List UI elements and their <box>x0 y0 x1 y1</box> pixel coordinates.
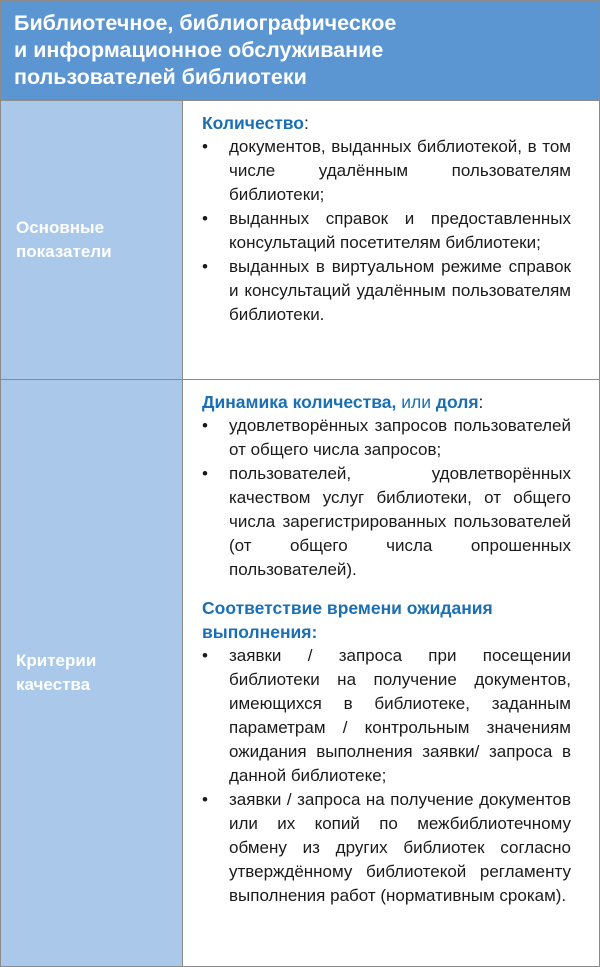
section-heading-colon: : <box>478 392 484 412</box>
header-line: и информационное обслуживание <box>14 38 384 62</box>
section-heading <box>202 111 571 135</box>
section-heading <box>202 390 571 414</box>
section-heading-text: Динамика количества, <box>202 392 397 412</box>
bullet-icon: • <box>202 416 208 435</box>
bullet-icon: • <box>202 790 208 809</box>
section-gap <box>202 582 571 596</box>
list-item-text: удовлетворённых запросов пользователей от общего числа запросов; <box>229 416 571 459</box>
list-item-text: выданных справок и предоставленных консультаций посетителям библиотеки; <box>229 209 571 252</box>
row-label <box>16 216 112 264</box>
row-label-line: показатели <box>16 242 112 261</box>
row-label-cell <box>1 380 183 966</box>
bullet-icon: • <box>202 257 208 276</box>
section-heading <box>202 596 571 644</box>
list-item-text: выданных в виртуальном режиме справок и консультаций удалённым пользователям библиотеки. <box>229 257 571 324</box>
table-row-quality-criteria <box>1 380 599 966</box>
list-item <box>202 255 571 327</box>
bullet-list <box>202 644 571 908</box>
bullet-list <box>202 414 571 582</box>
bullet-icon: • <box>202 209 208 228</box>
table-row-main-indicators <box>1 101 599 380</box>
bullet-icon: • <box>202 464 208 483</box>
row-content-cell <box>184 101 599 379</box>
header-line: пользователей библиотеки <box>14 65 307 89</box>
list-item-text: заявки / запроса на получение документов или их копий по межбиблиотечному обмену из других библиотек согласно утверждённому библиотекой регламенту выполнения работ (нормативным срокам). <box>229 790 571 905</box>
row-content-cell <box>184 380 599 966</box>
row-label <box>16 649 96 697</box>
section-heading-connector: или <box>396 392 436 412</box>
section-heading-text: Количество <box>202 113 304 133</box>
list-item <box>202 414 571 462</box>
row-label-line: Основные <box>16 218 105 237</box>
table-header <box>1 1 599 101</box>
list-item <box>202 788 571 908</box>
list-item-text: пользователей, удовлетворённых качеством услуг библиотеки, от общего числа зарегистрированных пользователей (от общего числа опрошенных пользователей). <box>229 464 571 579</box>
section-heading-colon: : <box>304 113 309 133</box>
list-item-text: документов, выданных библиотекой, в том числе удалённым пользователям библиотеки; <box>229 137 571 204</box>
section-heading-text: Соответствие времени ожидания выполнения: <box>202 598 493 642</box>
section-heading-text: доля <box>435 392 479 412</box>
bullet-icon: • <box>202 137 208 156</box>
list-item <box>202 135 571 207</box>
row-label-cell <box>1 101 183 379</box>
list-item <box>202 207 571 255</box>
bullet-list <box>202 135 571 327</box>
list-item-text: заявки / запроса при посещении библиотеки на получение документов, имеющихся в библиотеке, заданным параметрам / контрольным значениям ожидания выполнения заявки/ запроса в данной библиотеке; <box>229 646 571 785</box>
header-line: Библиотечное, библиографическое <box>14 11 397 35</box>
row-label-line: Критерии <box>16 651 97 670</box>
bullet-icon: • <box>202 646 208 665</box>
list-item <box>202 462 571 582</box>
list-item <box>202 644 571 788</box>
row-label-line: качества <box>16 675 91 694</box>
